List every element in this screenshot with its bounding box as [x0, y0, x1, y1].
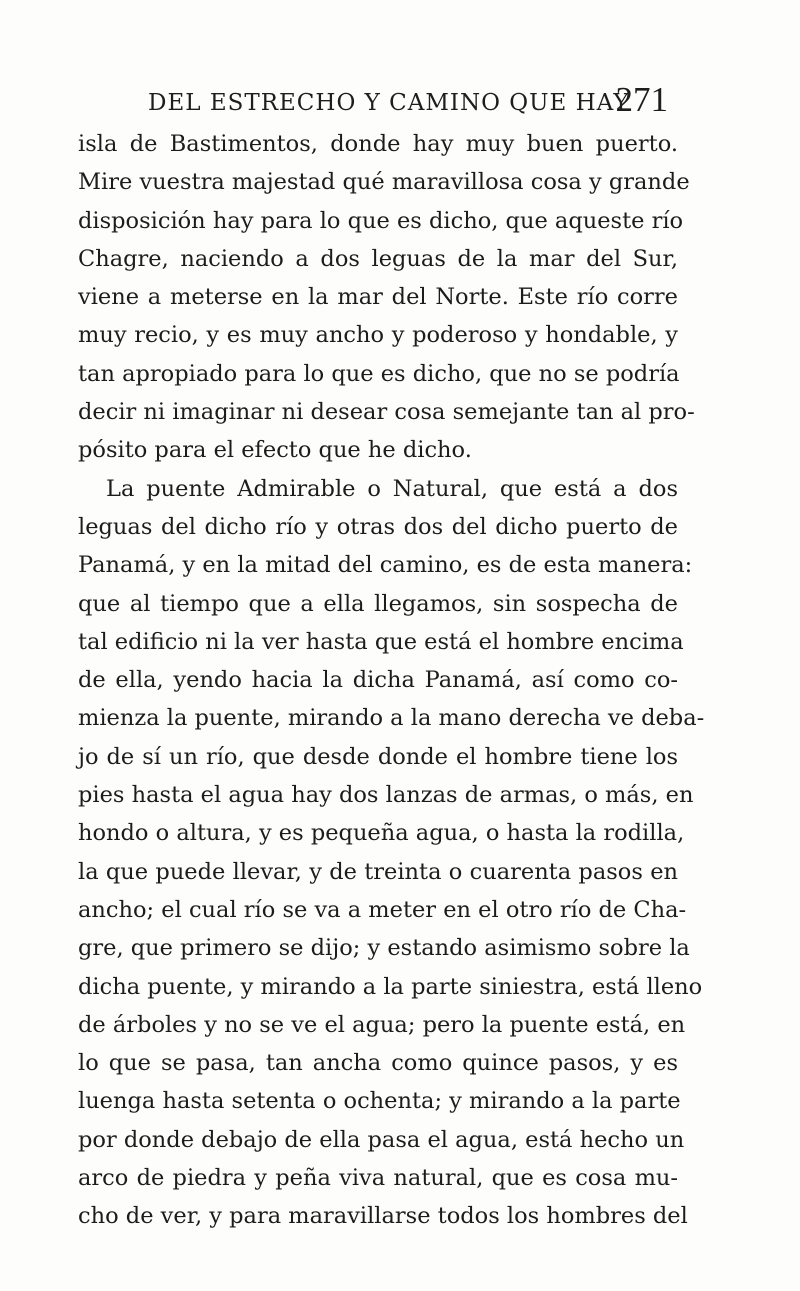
text-line: Chagre, naciendo a dos leguas de la mar del Sur, — [78, 245, 678, 272]
body-text — [78, 125, 705, 1236]
text-line: dicha puente, y mirando a la parte siniestra, está lleno — [78, 973, 703, 1000]
text-line: arco de piedra y peña viva natural, que es cosa mu- — [78, 1165, 678, 1192]
text-line: cho de ver, y para maravillarse todos los hombres del — [78, 1203, 688, 1230]
text-line: La puente Admirable o Natural, que está a dos — [106, 475, 678, 502]
text-line: Mire vuestra majestad qué maravillosa cosa y grande — [78, 169, 690, 196]
running-head — [148, 80, 668, 130]
text-line: ancho; el cual río se va a meter en el otro río de Cha- — [78, 896, 687, 923]
text-line: de ella, yendo hacia la dicha Panamá, así como co- — [78, 667, 678, 694]
text-line: Panamá, y en la mitad del camino, es de esta manera: — [78, 552, 693, 579]
text-line: lo que se pasa, tan ancha como quince pasos, y es — [78, 1050, 678, 1077]
text-line: tal edificio ni la ver hasta que está el hombre encima — [78, 628, 684, 655]
text-line: tan apropiado para lo que es dicho, que no se podría — [78, 360, 680, 387]
text-line: pósito para el efecto que he dicho. — [78, 437, 472, 464]
text-line: jo de sí un río, que desde donde el hombre tiene los — [78, 743, 678, 770]
text-line: viene a meterse en la mar del Norte. Este río corre — [78, 284, 678, 311]
text-line: de árboles y no se ve el agua; pero la puente está, en — [78, 1011, 686, 1038]
text-line: muy recio, y es muy ancho y poderoso y hondable, y — [78, 322, 678, 349]
text-line: disposición hay para lo que es dicho, que aqueste río — [78, 207, 684, 234]
page-number: 271 — [615, 80, 668, 119]
text-line: isla de Bastimentos, donde hay muy buen puerto. — [78, 131, 678, 157]
text-line: pies hasta el agua hay dos lanzas de armas, o más, en — [78, 782, 694, 809]
running-title: DEL ESTRECHO Y CAMINO QUE HAY — [148, 90, 630, 116]
text-line: decir ni imaginar ni desear cosa semejante tan al pro- — [78, 399, 695, 426]
text-line: por donde debajo de ella pasa el agua, está hecho un — [78, 1126, 685, 1153]
text-line: gre, que primero se dijo; y estando asimismo sobre la — [78, 935, 690, 962]
text-line: leguas del dicho río y otras dos del dicho puerto de — [78, 513, 678, 540]
text-line: hondo o altura, y es pequeña agua, o hasta la rodilla, — [78, 820, 685, 847]
text-line: que al tiempo que a ella llegamos, sin sospecha de — [78, 590, 678, 617]
text-line: la que puede llevar, y de treinta o cuarenta pasos en — [78, 858, 678, 885]
text-line: mienza la puente, mirando a la mano derecha ve deba- — [78, 705, 705, 732]
text-line: luenga hasta setenta o ochenta; y mirando a la parte — [78, 1088, 681, 1115]
